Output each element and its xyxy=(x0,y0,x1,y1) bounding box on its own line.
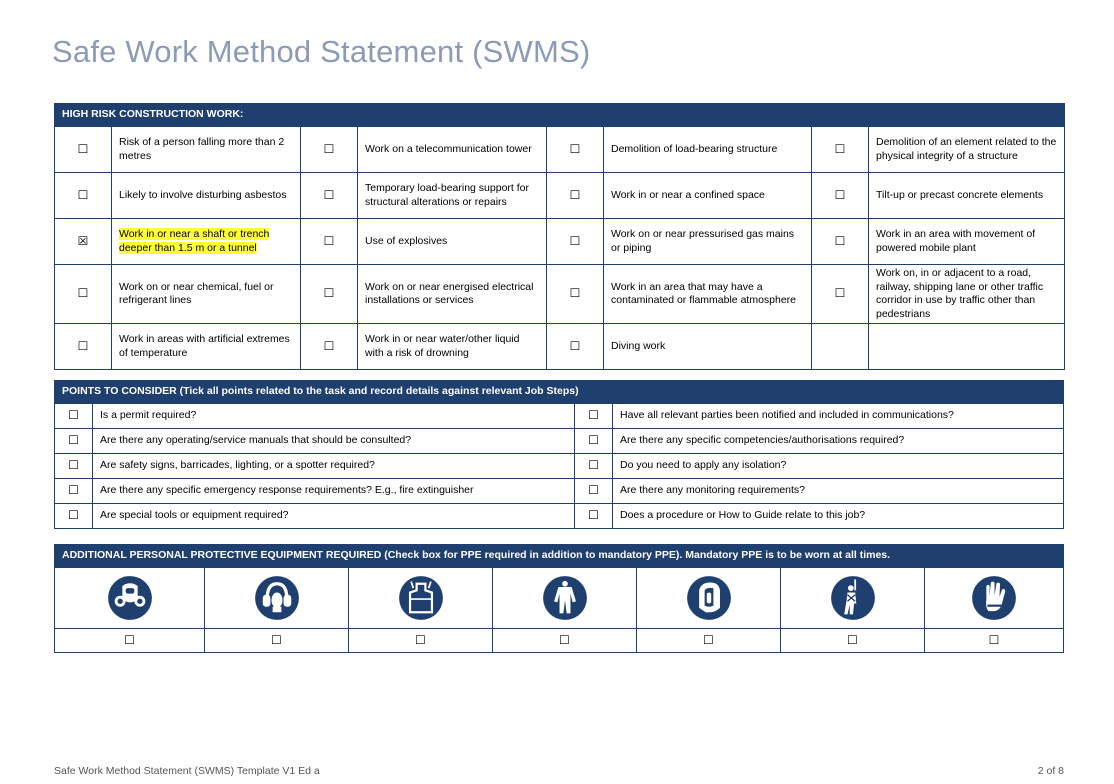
ppe-icon-cell xyxy=(493,568,637,629)
risk-item-label xyxy=(112,324,301,370)
risk-item-label xyxy=(869,127,1065,173)
checkbox[interactable]: ☐ xyxy=(301,173,358,219)
risk-item-label xyxy=(112,219,301,265)
consideration-label: Are safety signs, barricades, lighting, or a spotter required? xyxy=(93,454,575,479)
risk-item-label xyxy=(604,127,812,173)
hearing-protection-icon xyxy=(254,575,300,621)
footer-document-name: Safe Work Method Statement (SWMS) Template V1 Ed a xyxy=(54,765,320,777)
footer-page-number: 2 of 8 xyxy=(1037,765,1064,777)
checkbox[interactable]: ☐ xyxy=(547,219,604,265)
ppe-icon-cell xyxy=(205,568,349,629)
ppe-checkbox[interactable]: ☐ xyxy=(205,629,349,653)
checkbox[interactable]: ☐ xyxy=(575,454,613,479)
high-risk-work-table xyxy=(54,103,1065,370)
checkbox[interactable]: ☐ xyxy=(301,219,358,265)
consideration-label: Do you need to apply any isolation? xyxy=(613,454,1064,479)
checkbox[interactable]: ☐ xyxy=(575,479,613,504)
checkbox[interactable]: ☐ xyxy=(55,404,93,429)
risk-item-label xyxy=(869,219,1065,265)
points-to-consider-section xyxy=(54,380,1064,529)
ppe-checkbox[interactable]: ☐ xyxy=(637,629,781,653)
risk-item-text: Demolition of load-bearing structure xyxy=(611,142,778,155)
ppe-checkbox[interactable]: ☐ xyxy=(781,629,925,653)
risk-item-text: Work on or near chemical, fuel or refrigerant lines xyxy=(119,280,274,306)
consideration-label: Are special tools or equipment required? xyxy=(93,504,575,529)
page-title: Safe Work Method Statement (SWMS) xyxy=(52,34,591,69)
risk-item-text: Demolition of an element related to the physical integrity of a structure xyxy=(876,136,1057,162)
ppe-section xyxy=(54,544,1064,653)
risk-item-text: Risk of a person falling more than 2 metres xyxy=(119,136,285,162)
risk-item-label xyxy=(112,265,301,324)
checkbox[interactable]: ☐ xyxy=(55,504,93,529)
risk-item-label xyxy=(112,173,301,219)
checkbox[interactable]: ☒ xyxy=(55,219,112,265)
risk-item-text: Work in areas with artificial extremes of temperature xyxy=(119,333,290,359)
checkbox[interactable]: ☐ xyxy=(812,127,869,173)
checkbox[interactable]: ☐ xyxy=(301,265,358,324)
checkbox[interactable]: ☐ xyxy=(575,404,613,429)
ppe-checkbox[interactable]: ☐ xyxy=(349,629,493,653)
face-shield-icon xyxy=(686,575,732,621)
risk-item-label xyxy=(869,324,1065,370)
checkbox[interactable]: ☐ xyxy=(301,127,358,173)
risk-item-text: Use of explosives xyxy=(365,234,448,247)
ppe-table xyxy=(54,544,1064,653)
checkbox[interactable]: ☐ xyxy=(55,127,112,173)
checkbox[interactable]: ☐ xyxy=(547,127,604,173)
checkbox[interactable]: ☐ xyxy=(812,219,869,265)
risk-item-label xyxy=(604,324,812,370)
safety-harness-icon xyxy=(830,575,876,621)
table-row xyxy=(55,324,1065,370)
checkbox[interactable]: ☐ xyxy=(547,173,604,219)
checkbox[interactable]: ☐ xyxy=(55,454,93,479)
checkbox[interactable]: ☐ xyxy=(55,429,93,454)
risk-item-text: Diving work xyxy=(611,339,666,352)
risk-item-label xyxy=(358,265,547,324)
table-row xyxy=(55,454,1064,479)
table-row xyxy=(55,265,1065,324)
risk-item-label xyxy=(358,127,547,173)
risk-item-text: Work in an area that may have a contaminated or flammable atmosphere xyxy=(611,280,797,306)
apron-icon xyxy=(398,575,444,621)
risk-item-text: Work in or near a shaft or trench deeper than 1.5 m or a tunnel xyxy=(119,228,270,254)
ppe-header: ADDITIONAL PERSONAL PROTECTIVE EQUIPMENT REQUIRED (Check box for PPE required in addition to mandatory PPE). Mandatory PPE is to be worn at all times. xyxy=(55,545,1064,568)
respirator-icon xyxy=(107,575,153,621)
table-row xyxy=(55,173,1065,219)
table-row xyxy=(55,504,1064,529)
risk-item-text: Work on or near pressurised gas mains or piping xyxy=(611,228,795,254)
checkbox[interactable]: ☐ xyxy=(55,324,112,370)
risk-item-label xyxy=(604,265,812,324)
risk-item-label xyxy=(358,219,547,265)
checkbox[interactable]: ☐ xyxy=(55,173,112,219)
checkbox[interactable]: ☐ xyxy=(812,173,869,219)
checkbox[interactable]: ☐ xyxy=(547,265,604,324)
ppe-checkbox[interactable]: ☐ xyxy=(55,629,205,653)
checkbox[interactable]: ☐ xyxy=(547,324,604,370)
high-risk-work-section xyxy=(54,103,1065,370)
consideration-label: Is a permit required? xyxy=(93,404,575,429)
risk-item-label xyxy=(358,173,547,219)
risk-item-label xyxy=(112,127,301,173)
consideration-label: Are there any specific competencies/authorisations required? xyxy=(613,429,1064,454)
points-to-consider-header: POINTS TO CONSIDER (Tick all points related to the task and record details against relevant Job Steps) xyxy=(55,381,1064,404)
ppe-icon-cell xyxy=(925,568,1064,629)
checkbox[interactable]: ☐ xyxy=(301,324,358,370)
risk-item-label xyxy=(604,173,812,219)
risk-item-text: Work on a telecommunication tower xyxy=(365,142,532,155)
risk-item-text: Work in or near water/other liquid with a risk of drowning xyxy=(365,333,520,359)
table-row xyxy=(55,127,1065,173)
risk-item-label xyxy=(604,219,812,265)
risk-item-label xyxy=(869,173,1065,219)
risk-item-text: Work on or near energised electrical installations or services xyxy=(365,280,534,306)
table-row xyxy=(55,479,1064,504)
points-to-consider-table xyxy=(54,380,1064,529)
risk-item-text: Temporary load-bearing support for structural alterations or repairs xyxy=(365,182,530,208)
risk-item-label xyxy=(869,265,1065,324)
table-row xyxy=(55,404,1064,429)
ppe-icon-cell xyxy=(55,568,205,629)
checkbox[interactable]: ☐ xyxy=(55,265,112,324)
checkbox[interactable]: ☐ xyxy=(575,504,613,529)
risk-item-text: Work in or near a confined space xyxy=(611,188,765,201)
ppe-icon-cell xyxy=(781,568,925,629)
consideration-label: Are there any monitoring requirements? xyxy=(613,479,1064,504)
table-row xyxy=(55,429,1064,454)
ppe-icon-cell xyxy=(637,568,781,629)
gloves-icon xyxy=(971,575,1017,621)
consideration-label: Are there any operating/service manuals that should be consulted? xyxy=(93,429,575,454)
checkbox[interactable]: ☐ xyxy=(812,265,869,324)
consideration-label: Does a procedure or How to Guide relate to this job? xyxy=(613,504,1064,529)
high-risk-work-header: HIGH RISK CONSTRUCTION WORK: xyxy=(55,104,1065,127)
ppe-checkbox[interactable]: ☐ xyxy=(493,629,637,653)
consideration-label: Have all relevant parties been notified and included in communications? xyxy=(613,404,1064,429)
risk-item-text: Likely to involve disturbing asbestos xyxy=(119,188,287,201)
risk-item-text: Tilt-up or precast concrete elements xyxy=(876,188,1044,201)
table-row xyxy=(55,219,1065,265)
ppe-icon-cell xyxy=(349,568,493,629)
consideration-label: Are there any specific emergency response requirements? E.g., fire extinguisher xyxy=(93,479,575,504)
risk-item-text: Work on, in or adjacent to a road, railway, shipping lane or other traffic corridor in use by traffic other than pedestrians xyxy=(876,267,1044,320)
checkbox[interactable]: ☐ xyxy=(55,479,93,504)
checkbox xyxy=(812,324,869,370)
risk-item-text: Work in an area with movement of powered mobile plant xyxy=(876,228,1036,254)
risk-item-label xyxy=(358,324,547,370)
checkbox[interactable]: ☐ xyxy=(575,429,613,454)
ppe-checkbox[interactable]: ☐ xyxy=(925,629,1064,653)
coveralls-icon xyxy=(542,575,588,621)
